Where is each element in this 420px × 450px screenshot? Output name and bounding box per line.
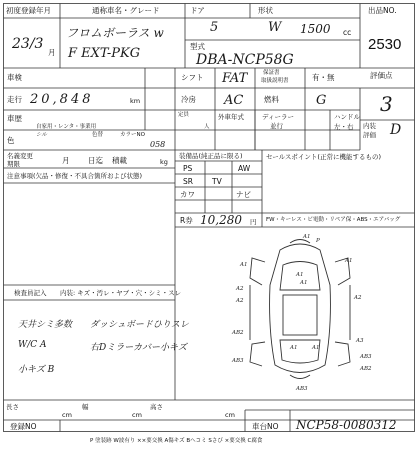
displacement-value: 1500 <box>300 22 331 36</box>
cooling-label: 冷房 <box>181 95 196 104</box>
equip-navi: ナビ <box>236 190 251 199</box>
equip-leather: カワ <box>180 190 195 199</box>
car-name-value: フロムボーラス w <box>66 26 164 40</box>
loaded-unit: kg <box>160 158 168 166</box>
inspector-label: 検査員記入 <box>14 289 47 297</box>
note-line-4: 右Dミラーカバー小キズ <box>90 343 187 353</box>
length-label: 長さ <box>6 403 19 411</box>
height-label: 高さ <box>150 403 163 411</box>
r-ticket-value: 10,280 <box>200 213 242 227</box>
diagram-mark: A2 <box>236 298 244 304</box>
diagram-mark: A1 <box>300 280 308 286</box>
shape-value: W <box>268 20 282 35</box>
exterior-year-label: 外車年式 <box>218 113 244 121</box>
diagram-mark: A1 <box>290 345 298 351</box>
first-registration-label: 初度登録年月 <box>6 6 51 15</box>
rating-label: 評価点 <box>370 71 393 80</box>
interior-sub: 評価 <box>363 131 376 139</box>
length-unit: cm <box>62 411 72 419</box>
lot-number-value: 2530 <box>368 36 402 53</box>
name-change-month: 月 <box>62 156 70 165</box>
first-registration-value: 23/3 <box>12 36 44 52</box>
registration-no-label: 登録NO <box>10 422 37 431</box>
color-no-value: 058 <box>150 140 166 149</box>
warranty-choices: 有・無 <box>312 73 335 82</box>
diagram-mark: A2 <box>354 295 362 301</box>
car-diagram <box>250 240 353 379</box>
diagram-mark: AB3 <box>296 386 308 392</box>
legend-text: P 塗装跡 W波有り ××要交換 A傷キズ Bへコミ Sさび ×要交換 C腐食 <box>90 438 263 444</box>
note-line-2: ダッシュボードひりスレ <box>90 320 189 330</box>
diagram-mark: AB2 <box>232 330 244 336</box>
name-change-deadline: 期限 <box>7 160 20 168</box>
history-label: 車歴 <box>7 114 22 123</box>
mileage-unit: km <box>130 97 141 105</box>
name-grade-label: 通称車名・グレード <box>92 6 160 15</box>
fuel-label: 燃料 <box>264 95 279 104</box>
shift-label: シフト <box>181 73 204 82</box>
cooling-value: AC <box>224 93 244 108</box>
diagram-mark: P <box>316 238 320 244</box>
handle-label: ハンドル <box>334 113 360 121</box>
equip-aw: AW <box>238 164 251 173</box>
door-value: 5 <box>210 20 219 35</box>
equip-sr: SR <box>183 177 193 186</box>
rating-value: 3 <box>380 92 393 116</box>
model-value: DBA-NCP58G <box>196 52 294 68</box>
r-ticket-label: R券 <box>180 216 193 225</box>
loaded-label: 積載 <box>112 156 127 165</box>
height-unit: cm <box>225 411 235 419</box>
equip-tv: TV <box>212 177 222 186</box>
shaken-label: 車検 <box>7 73 22 82</box>
sales-point-label: セールスポイント(正常に機能するもの) <box>266 153 381 161</box>
diagram-mark: A3 <box>356 338 364 344</box>
chassis-no-label: 車台NO <box>252 422 279 431</box>
dealer-label: ディーラー <box>262 113 294 121</box>
equipment-title: 装備品(純正品に限る) <box>179 152 243 160</box>
diagram-mark: A1 <box>312 345 320 351</box>
diagram-mark: A1 <box>240 262 248 268</box>
warranty-sub: 取扱説明書 <box>261 78 289 84</box>
interior-label: 内装 <box>363 122 376 130</box>
note-line-3: W/C A <box>18 340 47 350</box>
door-label: ドア <box>190 6 205 15</box>
name-change-day: 日迄 <box>88 156 103 165</box>
sales-point-options: FW・キーレス・ビ電動・リペア保・ABS・エアバッグ <box>266 217 401 223</box>
dealer-sub: 並行 <box>270 122 283 130</box>
equip-ps: PS <box>183 164 193 173</box>
history-options: 自家用・レンタ・事業用 <box>36 124 97 130</box>
diagram-mark: AB3 <box>232 358 244 364</box>
r-ticket-unit: 円 <box>250 218 257 226</box>
grade-value: F EXT-PKG <box>68 46 141 61</box>
inspector-options: 内装: キズ・汚レ・ヤブ・穴・シミ・スレ <box>60 289 182 297</box>
handle-value: 左・右 <box>334 123 354 131</box>
color-label: 色 <box>7 136 15 145</box>
capacity-unit: 人 <box>204 124 210 130</box>
shape-label: 形状 <box>258 6 273 15</box>
interior-value: D <box>390 122 402 138</box>
shift-value: FAT <box>222 71 248 86</box>
fuel-value: G <box>316 93 327 108</box>
notes-label: 注意事項(欠品・修復・不具合箇所および状態) <box>7 172 143 180</box>
diagram-mark: A1 <box>303 234 311 240</box>
diagram-mark: AB3 <box>360 354 372 360</box>
color-change-label: 色替 <box>92 132 104 138</box>
chassis-no-value: NCP58-0080312 <box>296 418 397 432</box>
first-registration-month: 月 <box>48 48 56 57</box>
note-line-5: 小キズ B <box>18 365 55 375</box>
mileage-label: 走行 <box>7 95 22 104</box>
color-no-label: カラーNO <box>120 132 145 138</box>
warranty-label: 保証書 <box>263 70 280 76</box>
displacement-unit: cc <box>343 28 352 37</box>
color-value: シル <box>36 132 47 138</box>
diagram-mark: A2 <box>236 286 244 292</box>
name-change-label: 名義変更 <box>7 152 33 160</box>
note-line-1: 天井シミ多数 <box>18 320 73 330</box>
diagram-mark: AB2 <box>360 366 372 372</box>
diagram-mark: A1 <box>345 258 353 264</box>
width-unit: cm <box>132 411 142 419</box>
width-label: 幅 <box>82 403 89 411</box>
lot-number-label: 出品NO. <box>368 6 397 15</box>
model-label: 型式 <box>190 42 205 51</box>
mileage-value: 20,848 <box>30 92 94 107</box>
capacity-label: 定員 <box>178 112 190 118</box>
diagram-mark: A1 <box>296 272 304 278</box>
